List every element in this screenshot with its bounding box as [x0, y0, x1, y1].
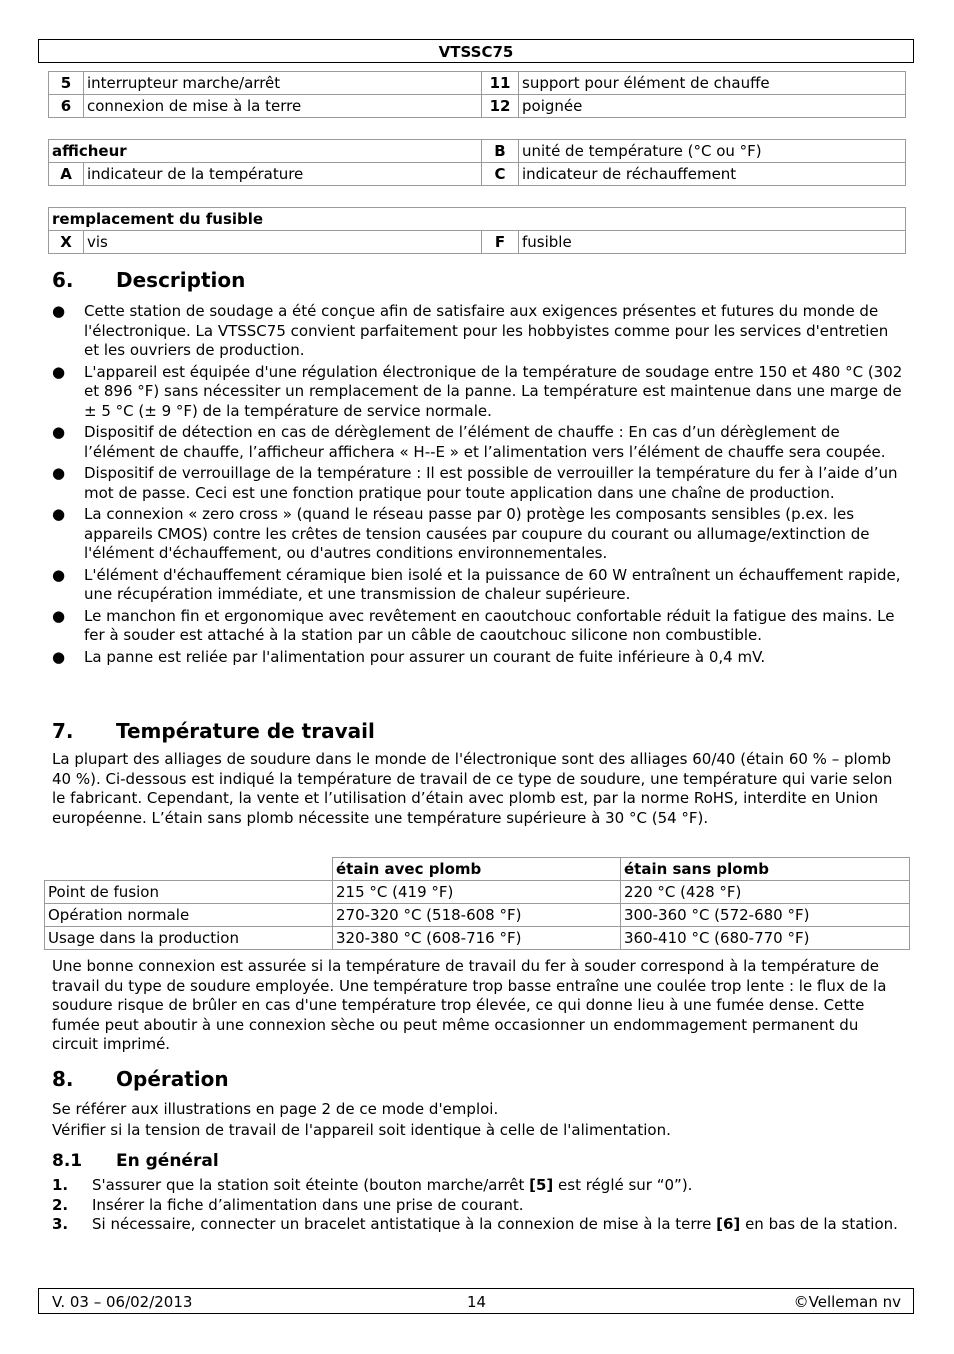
list-item: ● La panne est reliée par l'alimentation pour assurer un courant de fuite inférieure à 0,4 mV.: [52, 647, 766, 666]
section-7-heading: 7. Température de travail: [52, 719, 375, 743]
page-header: [38, 39, 914, 63]
list-item: 2. Insérer la fiche d’alimentation dans une prise de courant.: [52, 1195, 524, 1214]
section-6-heading: 6. Description: [52, 268, 246, 292]
table-row: Opération normale 270-320 °C (518-608 °F) 300-360 °C (572-680 °F): [45, 904, 910, 927]
list-item: ● Cette station de soudage a été conçue afin de satisfaire aux exigences présentes et futures du monde de l'électronique. La VTSSC75 convient parfaitement pour les hobbyistes comme pour les services d'entretien et les ouvriers de production.: [52, 302, 889, 359]
list-item: ● L'appareil est équipée d'une régulation électronique de la température de soudage entre 150 et 480 °C (302 et 896 °F) sans nécessiter un remplacement de la panne. La température est maintenue dans une marge de ± 5 °C (± 9 °F) de la température de service normale.: [52, 362, 903, 420]
list-item: ● La connexion « zero cross » (quand le réseau passe par 0) protège les composants sensibles (p.ex. les appareils CMOS) contre les crêtes de tension causées par coupure du courant ou allumage/extinction de l'élément d'échauffement, ou d'autres conditions environnementales.: [52, 505, 870, 562]
table-row: afficheur B unité de température (°C ou °F): [49, 140, 906, 163]
display-table: [48, 139, 906, 186]
footer-copyright: ©Velleman nv: [793, 1293, 901, 1311]
temperature-table: [44, 857, 910, 950]
parts-table: [48, 71, 906, 118]
list-item: ● Le manchon fin et ergonomique avec revêtement en caoutchouc confortable réduit la fatigue des mains. Le fer à souder est attaché à la station par un câble de caoutchouc silicone non combustible.: [52, 606, 895, 644]
list-item: ● L'élément d'échauffement céramique bien isolé et la puissance de 60 W entraînent un échauffement rapide, une récupération immédiate, et une transmission de chaleur supérieure.: [52, 565, 901, 603]
steps-list: [52, 1176, 904, 1235]
list-item: 3. Si nécessaire, connecter un bracelet antistatique à la connexion de mise à la terre [6] en bas de la station.: [52, 1215, 898, 1233]
table-row: 6 connexion de mise à la terre 12 poignée: [49, 95, 906, 118]
header-title: VTSSC75: [438, 43, 514, 61]
section-8-heading: 8. Opération: [52, 1067, 229, 1091]
subsection-8-1-heading: 8.1 En général: [52, 1151, 219, 1171]
section-8-line-1: Se référer aux illustrations en page 2 de ce mode d'emploi.: [52, 1100, 499, 1118]
section-8-line-2: Vérifier si la tension de travail de l'appareil soit identique à celle de l'alimentation.: [52, 1121, 671, 1139]
section-7-intro: La plupart des alliages de soudure dans le monde de l'électronique sont des alliages 60/40 (étain 60 % – plomb 40 %). Ci-dessous est indiqué la température de travail de ce type de soudure, une température qui varie selon le fabricant. Cependant, la vente et l’utilisation d’étain avec plomb est, par la norme RoHS, interdite en Union européenne. L’étain sans plomb nécessite une température supérieure à 30 °C (54 °F).: [52, 750, 893, 827]
description-list: [52, 302, 904, 669]
fuse-table-title: remplacement du fusible: [49, 208, 906, 231]
table-row: A indicateur de la température C indicateur de réchauffement: [49, 163, 906, 186]
table-row: 5 interrupteur marche/arrêt 11 support pour élément de chauffe: [49, 72, 906, 95]
fuse-table: [48, 207, 906, 254]
table-row: étain avec plomb étain sans plomb: [45, 858, 910, 881]
list-item: ● Dispositif de détection en cas de dérèglement de l’élément de chauffe : En cas d’un dérèglement de l’élément de chauffe, l’afficheur affichera « H--E » et l’alimentation vers l’élément de chauffe sera coupée.: [52, 423, 886, 461]
table-row: Usage dans la production 320-380 °C (608-716 °F) 360-410 °C (680-770 °F): [45, 927, 910, 950]
table-row: Point de fusion 215 °C (419 °F) 220 °C (428 °F): [45, 881, 910, 904]
page-footer: [38, 1288, 914, 1314]
section-7-outro: Une bonne connexion est assurée si la température de travail du fer à souder correspond à la température de travail du type de soudure employée. Une température trop basse entraîne une coulée trop lente : le flux de la soudure risque de brûler en cas d'une température trop élevée, ce qui donne lieu à une fumée dense. Cette fumée peut aboutir à une connexion sèche ou peut même occasionner un endommagement permanent du circuit imprimé.: [52, 957, 887, 1053]
list-item: ● Dispositif de verrouillage de la température : Il est possible de verrouiller la température du fer à l’aide d’un mot de passe. Ceci est une fonction pratique pour toute application dans une chaîne de production.: [52, 464, 898, 502]
footer-page-number: 14: [467, 1293, 487, 1311]
table-row: [49, 208, 906, 231]
table-row: X vis F fusible: [49, 231, 906, 254]
display-table-title: afficheur: [49, 140, 482, 163]
footer-version: V. 03 – 06/02/2013: [52, 1293, 193, 1311]
list-item: 1. S'assurer que la station soit éteinte (bouton marche/arrêt [5] est réglé sur “0”).: [52, 1176, 693, 1194]
